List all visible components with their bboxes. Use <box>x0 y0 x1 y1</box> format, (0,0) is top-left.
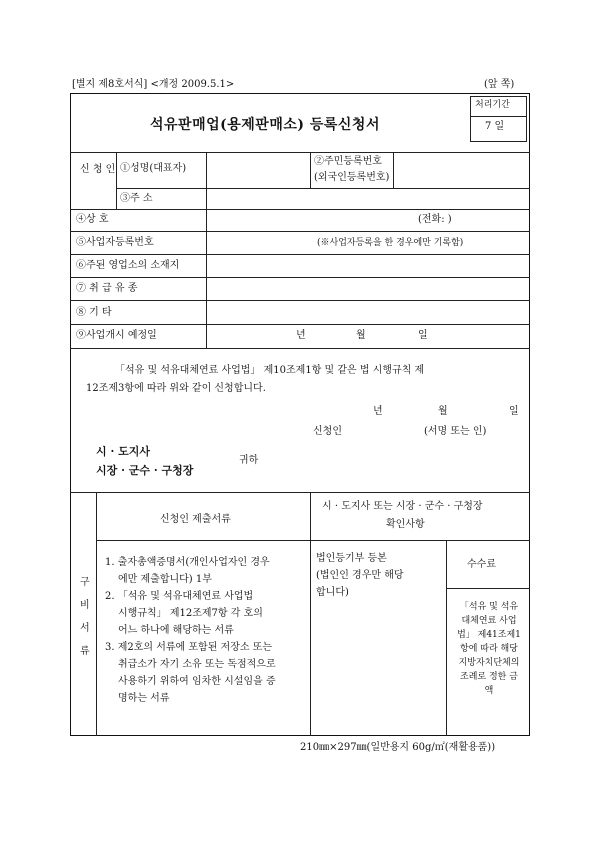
fee-line: 조례로 정한 금 <box>460 672 518 682</box>
declaration-month: 월 <box>438 406 448 417</box>
id-number-label: ②주민등록번호 <box>314 156 382 167</box>
foreign-id-label: (외국인등록번호) <box>314 172 390 183</box>
signature-label: (서명 또는 인) <box>424 426 487 437</box>
confirm-header-1: 시 · 도지사 또는 시장 · 군수 · 구청장 <box>322 501 483 512</box>
documents-side-label-4: 류 <box>80 646 90 657</box>
items-label: ⑦ 취 급 유 종 <box>76 283 138 294</box>
submit-items-list <box>105 554 276 707</box>
submit-item: 어느 하나에 해당하는 서류 <box>118 625 234 636</box>
submit-item: 1. 출자총액증명서(개인사업자인 경우 <box>105 557 270 568</box>
submit-item: 2. 「석유 및 석유대체연료 사업법 <box>105 591 254 602</box>
addressee-governor: 시 · 도지사 <box>96 445 150 458</box>
submit-item: 사용하기 위하여 임차한 시설임을 증 <box>118 676 276 687</box>
fee-line: 지방자치단체의 <box>458 658 520 668</box>
start-date-label: ⑨사업개시 예정일 <box>76 330 157 341</box>
documents-side-label-2: 비 <box>80 600 90 611</box>
submit-header: 신청인 제출서류 <box>160 514 231 525</box>
fee-line: 법」 제41조제1 <box>457 630 521 640</box>
submit-item: 취급소가 자기 소유 또는 독점적으로 <box>118 659 276 670</box>
fee-line: 「석유 및 석유 <box>459 602 519 612</box>
declaration-day: 일 <box>509 406 519 417</box>
honorific: 귀하 <box>239 455 259 466</box>
fee-header: 수수료 <box>467 559 496 570</box>
addressee-mayor: 시장 · 군수 · 구청장 <box>96 464 194 477</box>
phone-label: (전화: ) <box>418 214 452 225</box>
processing-period-value: 7 일 <box>485 121 505 132</box>
confirm-header-2: 확인사항 <box>386 519 425 530</box>
fee-line: 항에 따라 해당 <box>460 644 518 654</box>
start-day: 일 <box>418 330 428 341</box>
location-label: ⑥주된 영업소의 소재지 <box>76 260 180 271</box>
other-label: ⑧ 기 타 <box>76 307 112 318</box>
trade-name-label: ④상 호 <box>76 214 109 225</box>
submit-item: 에만 제출합니다) 1부 <box>118 574 212 585</box>
start-month: 월 <box>356 330 366 341</box>
submit-item: 3. 제2호의 서류에 포함된 저장소 또는 <box>105 642 273 653</box>
declaration-year: 년 <box>373 406 383 417</box>
documents-side-label-3: 서 <box>80 623 90 634</box>
applicant-sign-label: 신청인 <box>313 426 342 437</box>
name-label: ①성명(대표자) <box>120 163 187 174</box>
page-title: 석유판매업(용제판매소) 등록신청서 <box>150 117 380 133</box>
processing-period-label: 처리기간 <box>475 100 510 110</box>
form-number: [별지 제8호서식] <개정 2009.5.1> <box>72 79 235 90</box>
applicant-group-label: 신 청 인 <box>80 164 116 175</box>
fee-text <box>453 600 525 698</box>
business-reg-note: (※사업자등록을 한 경우에만 기록함) <box>317 238 464 248</box>
submit-item: 시행규칙」 제12조제7항 각 호의 <box>118 608 263 619</box>
fee-line: 대체연료 사업 <box>461 616 517 626</box>
confirm-item: 법인등기부 등본 <box>316 553 387 564</box>
confirm-items-list <box>316 550 404 601</box>
declaration-line-2: 12조제3항에 따라 위와 같이 신청합니다. <box>86 383 266 394</box>
business-reg-label: ⑤사업자등록번호 <box>76 237 154 248</box>
start-year: 년 <box>296 330 306 341</box>
paper-spec-footer: 210㎜×297㎜(일반용지 60g/㎡(재활용품)) <box>300 742 496 753</box>
documents-side-label-1: 구 <box>80 577 90 588</box>
declaration-line-1: 「석유 및 석유대체연료 사업법」 제10조제1항 및 같은 법 시행규칙 제 <box>115 365 425 376</box>
confirm-item: (법인인 경우만 해당 <box>316 570 404 581</box>
submit-item: 명하는 서류 <box>118 693 170 704</box>
page-side: (앞 쪽) <box>484 79 515 90</box>
confirm-item: 합니다) <box>316 587 349 598</box>
fee-line: 액 <box>484 686 494 696</box>
address-label: ③주 소 <box>120 193 153 204</box>
